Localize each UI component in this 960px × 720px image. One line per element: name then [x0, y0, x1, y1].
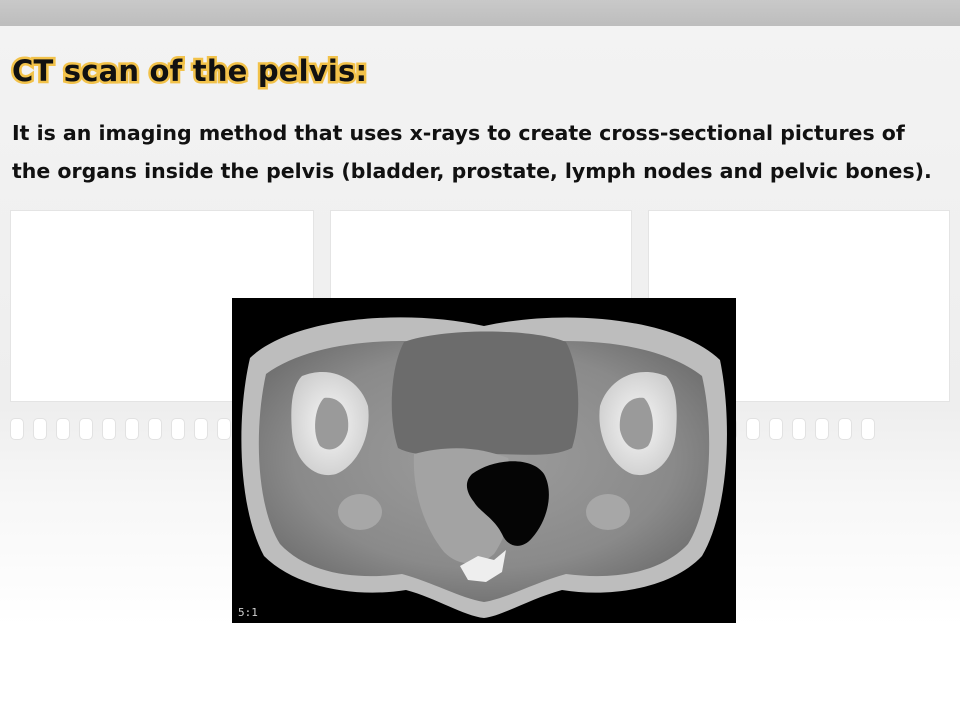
- ct-overlay-text: 5:1: [238, 606, 258, 619]
- slide-body-text: It is an imaging method that uses x-rays to create cross-sectional pictures of the organs inside the pelvis (bladder, prostate, lymph nodes and pelvic bones).: [12, 121, 932, 183]
- slide-top-bar: [0, 0, 960, 26]
- ct-scan-drawing: [232, 298, 736, 623]
- ct-scan-image: [232, 298, 736, 623]
- slide-title: CT scan of the pelvis:: [12, 54, 368, 88]
